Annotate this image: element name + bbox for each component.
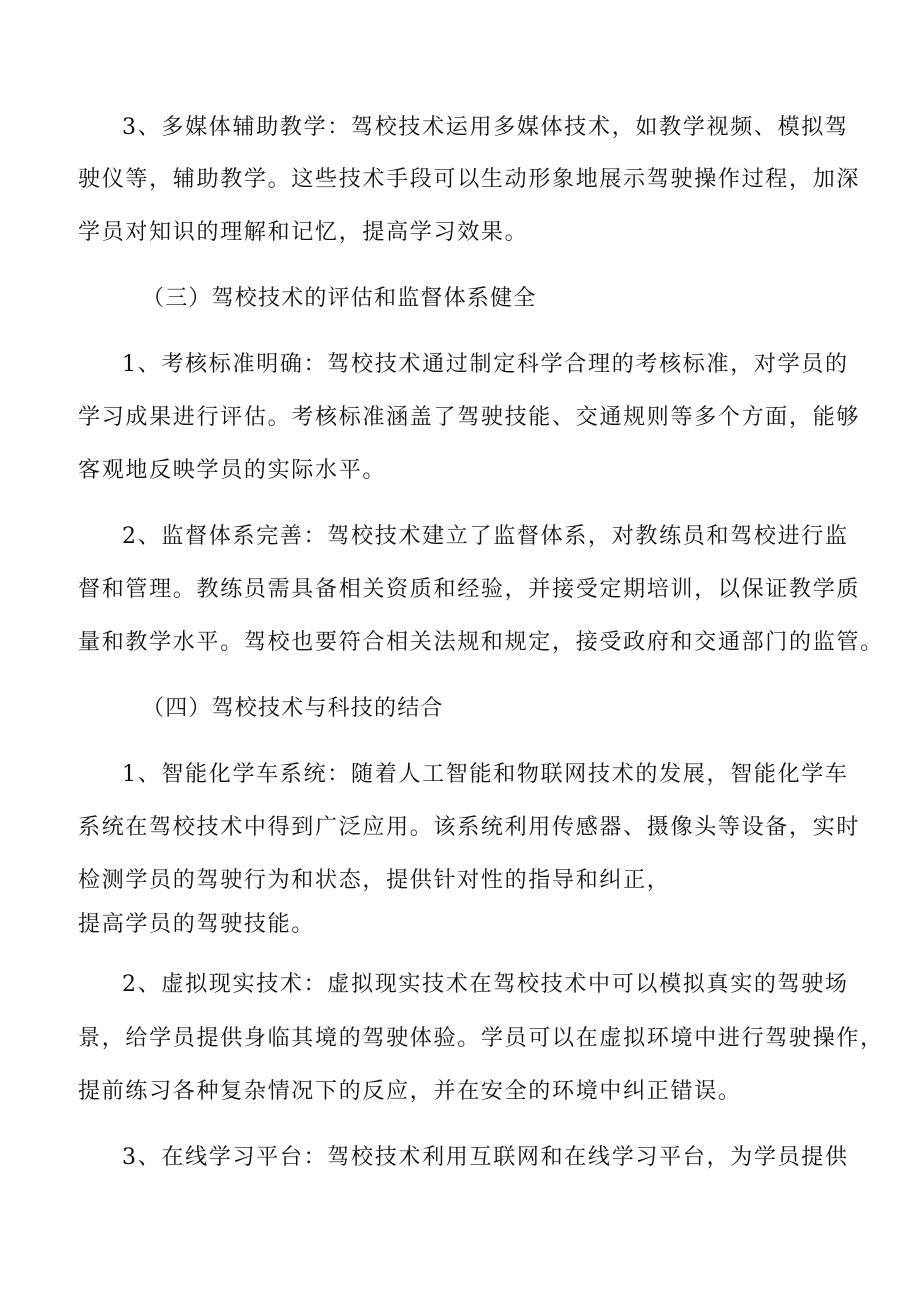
paragraph-line: 1、考核标准明确：驾校技术通过制定科学合理的考核标准，对学员的 [122,352,849,377]
paragraph-line: 督和管理。教练员需具备相关资质和经验，并接受定期培训，以保证教学质 [78,577,861,602]
paragraph-line: 3、在线学习平台：驾校技术利用互联网和在线学习平台，为学员提供 [122,1145,849,1170]
paragraph-line: 学习成果进行评估。考核标准涵盖了驾驶技能、交通规则等多个方面，能够 [78,405,861,430]
paragraph-line: 提高学员的驾驶技能。 [78,912,316,937]
paragraph-line: 驶仪等，辅助教学。这些技术手段可以生动形象地展示驾驶操作过程，加深 [78,167,861,192]
paragraph-line: 学员对知识的理解和记忆，提高学习效果。 [78,220,529,245]
paragraph-line: 提前练习各种复杂情况下的反应，并在安全的环境中纠正错误。 [78,1079,742,1104]
paragraph-line: 量和教学水平。驾校也要符合相关法规和规定，接受政府和交通部门的监管。 [78,630,884,655]
paragraph-line: 检测学员的驾驶行为和状态，提供针对性的指导和纠正， [78,868,671,893]
paragraph-line: 客观地反映学员的实际水平。 [78,458,387,483]
paragraph-line: 景，给学员提供身临其境的驾驶体验。学员可以在虚拟环境中进行驾驶操作， [78,1026,884,1051]
paragraph-line: 2、虚拟现实技术：虚拟现实技术在驾校技术中可以模拟真实的驾驶场 [122,972,849,997]
paragraph-line: 系统在驾校技术中得到广泛应用。该系统利用传感器、摄像头等设备，实时 [78,815,861,840]
section-heading: （三）驾校技术的评估和监督体系健全 [142,286,537,311]
section-heading: （四）驾校技术与科技的结合 [142,696,444,721]
paragraph-line: 1、智能化学车系统：随着人工智能和物联网技术的发展，智能化学车 [122,762,849,787]
paragraph-line: 2、监督体系完善：驾校技术建立了监督体系，对教练员和驾校进行监 [122,524,849,549]
paragraph-line: 3、多媒体辅助教学：驾校技术运用多媒体技术，如教学视频、模拟驾 [122,115,849,140]
